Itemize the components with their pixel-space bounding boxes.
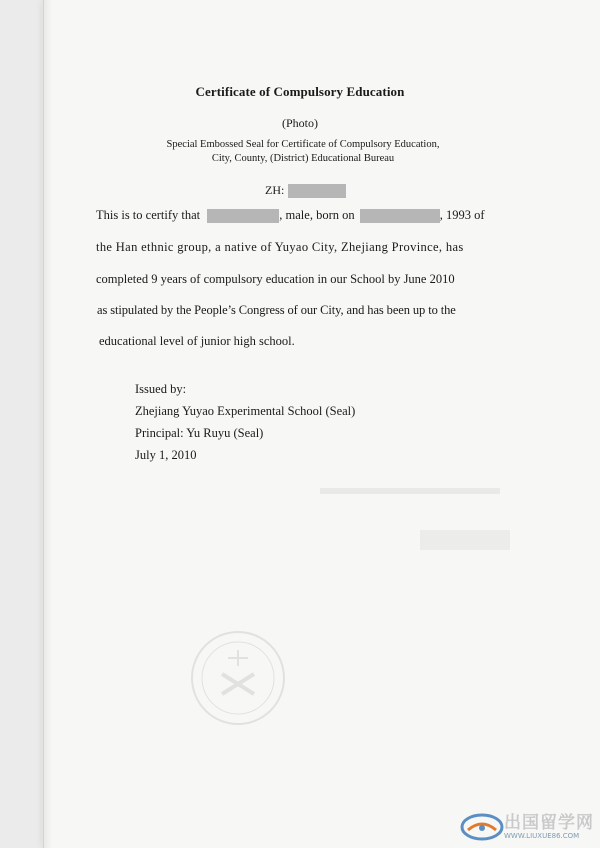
- zh-number: [265, 183, 346, 198]
- body-line-5: educational level of junior high school.: [99, 334, 295, 348]
- principal: Principal: Yu Ruyu (Seal): [135, 426, 264, 440]
- body-line-1: [96, 208, 485, 223]
- redacted-zh-number: [288, 184, 346, 198]
- watermark-logo-icon: [460, 812, 504, 842]
- redacted-name: [207, 209, 279, 223]
- embossed-seal-icon: [188, 628, 288, 728]
- issue-date: July 1, 2010: [135, 448, 197, 462]
- body-line-4: as stipulated by the People’s Congress of our City, and has been up to the: [97, 303, 456, 317]
- watermark-url: WWW.LIUXUE86.COM: [504, 831, 580, 840]
- site-watermark: [460, 812, 594, 842]
- seal-line-1: Special Embossed Seal for Certificate of Compulsory Education,: [166, 139, 440, 150]
- seal-description: [0, 138, 600, 166]
- certificate-title: Certificate of Compulsory Education: [195, 84, 405, 99]
- bleed-through-mark: [320, 488, 500, 494]
- issued-by-label: Issued by:: [135, 382, 187, 396]
- body-line-3: completed 9 years of compulsory education in our School by June 2010: [96, 272, 455, 286]
- body-line-1-a: This is to certify that: [96, 208, 201, 222]
- body-line-1-c: , 1993 of: [439, 208, 485, 222]
- bleed-through-mark: [420, 530, 510, 550]
- zh-label: ZH:: [265, 183, 285, 197]
- body-line-1-b: , male, born on: [279, 208, 355, 222]
- body-line-2: the Han ethnic group, a native of Yuyao City, Zhejiang Province, has: [96, 240, 464, 254]
- watermark-site-name: 出国留学网: [504, 812, 594, 833]
- issuing-school: Zhejiang Yuyao Experimental School (Seal): [135, 404, 356, 418]
- issuer-block: [135, 378, 355, 466]
- photo-label: (Photo): [282, 116, 318, 130]
- seal-line-2: City, County, (District) Educational Bureau: [211, 153, 395, 164]
- watermark-text: [504, 814, 594, 841]
- redacted-birthdate: [360, 209, 440, 223]
